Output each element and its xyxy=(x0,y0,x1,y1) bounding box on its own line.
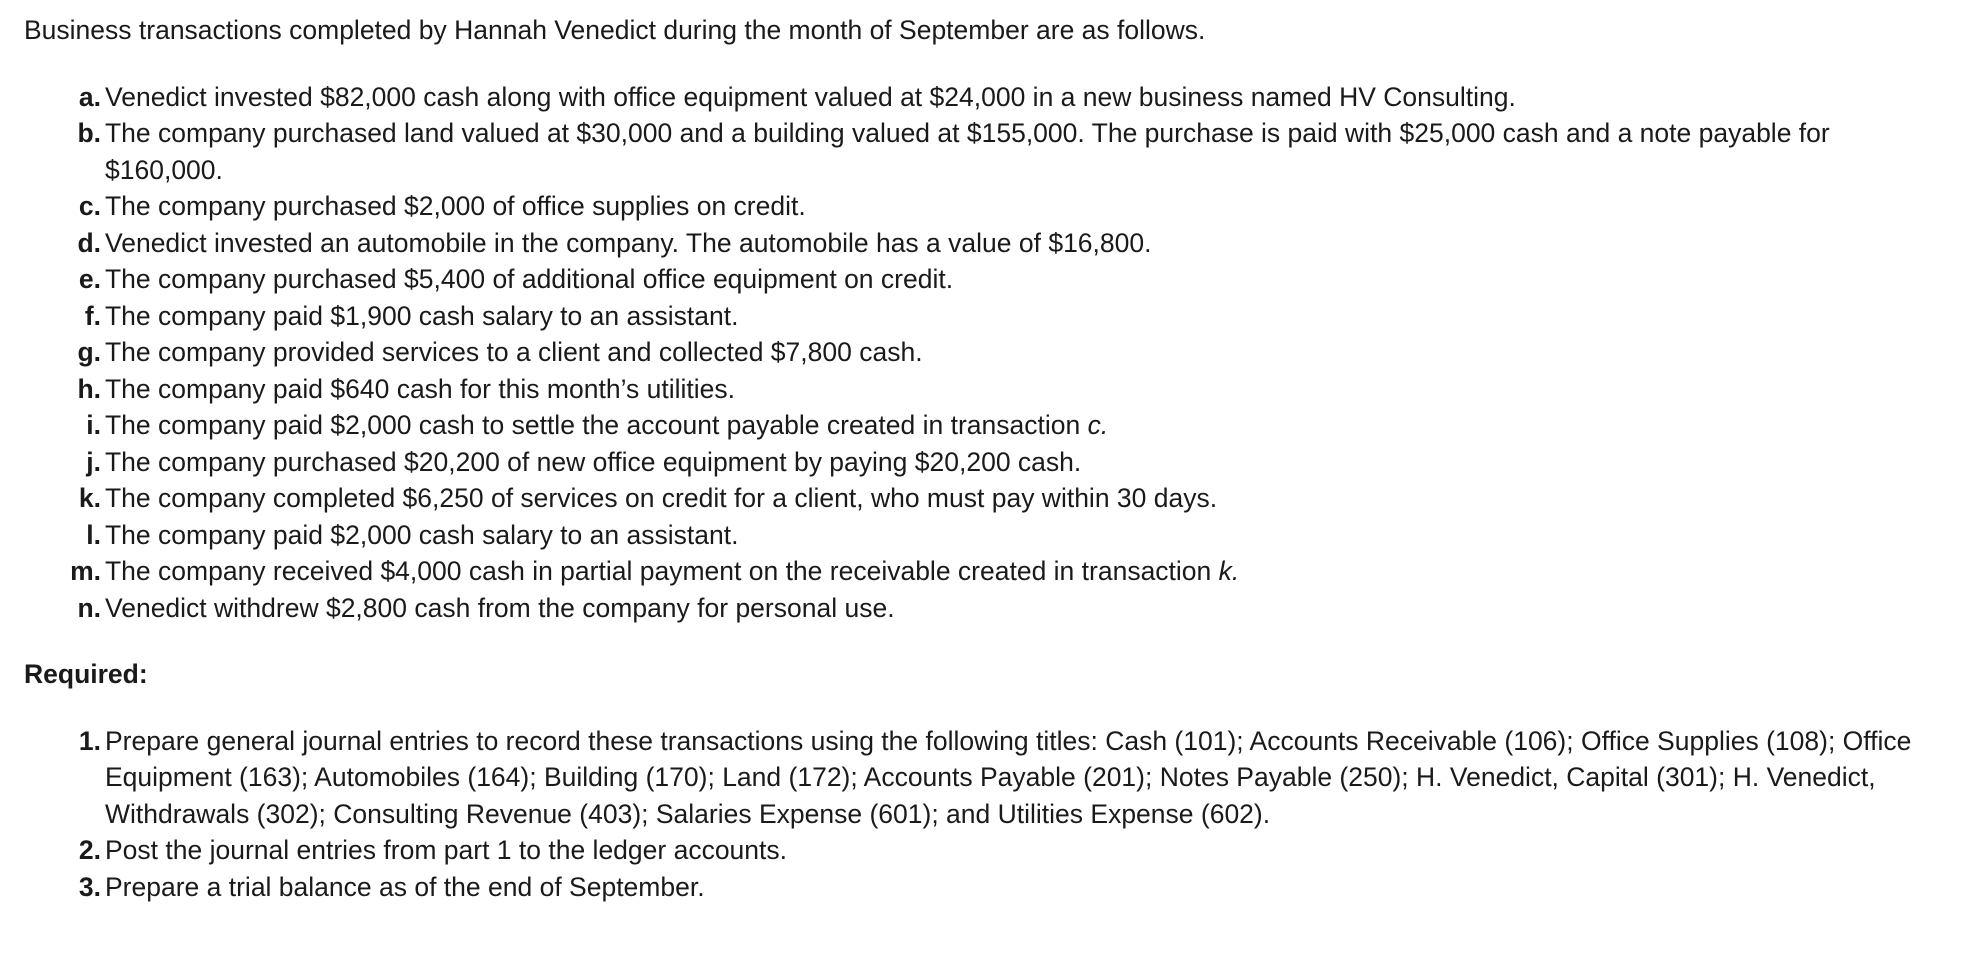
transaction-item xyxy=(84,298,1942,335)
transaction-item xyxy=(86,517,1942,554)
transaction-letter: h. xyxy=(77,373,101,404)
transaction-letter: k. xyxy=(78,483,101,513)
transaction-text: Venedict withdrew $2,800 cash from the company for personal use. xyxy=(105,592,895,623)
transaction-text: The company paid $640 cash for this month’s utilities. xyxy=(105,373,735,404)
requirement-item xyxy=(78,723,1942,833)
transaction-text: The company received $4,000 cash in partial payment on the receivable created in transaction xyxy=(105,556,1219,586)
intro-text: Business transactions completed by Hannah Venedict during the month of September are as follows. xyxy=(24,15,1206,45)
transaction-text: The company paid $2,000 cash salary to an assistant. xyxy=(105,519,739,550)
transaction-item xyxy=(70,553,1942,590)
transaction-letter: m. xyxy=(70,556,101,586)
transaction-item xyxy=(77,590,1942,627)
transaction-item xyxy=(86,407,1942,444)
transaction-letter: f. xyxy=(84,300,101,331)
transaction-item xyxy=(78,79,1942,116)
requirement-text: Prepare a trial balance as of the end of September. xyxy=(105,871,705,902)
transaction-letter: g. xyxy=(77,337,101,367)
transaction-text: Venedict invested an automobile in the company. The automobile has a value of $16,800. xyxy=(105,227,1152,258)
transaction-item xyxy=(78,188,1942,225)
transaction-letter: d. xyxy=(77,227,101,258)
transaction-letter: l. xyxy=(86,519,101,550)
transaction-text: The company paid $1,900 cash salary to an assistant. xyxy=(105,300,739,331)
requirement-text: Prepare general journal entries to record these transactions using the following titles: Cash (101); Accounts Receivable (106); Office Supplies (108); Office Equipment (163); Automobiles (164); Building (170); Land (172); Accounts Payable (201); Notes Payable (250); H. Venedict, Capital (301); H. Venedict, Withdrawals (302); Consulting Revenue (403); Salaries Expense (601); and Utilities Expense (602). xyxy=(105,725,1912,829)
requirement-item xyxy=(78,869,1942,906)
transaction-item xyxy=(77,115,1942,188)
transaction-letter: j. xyxy=(86,446,101,477)
transaction-text: The company paid $2,000 cash to settle the account payable created in transaction xyxy=(105,410,1088,440)
requirement-list xyxy=(24,723,1942,906)
transaction-text: The company purchased land valued at $30,000 and a building valued at $155,000. The purchase is paid with $25,000 cash and a note payable for $160,000. xyxy=(105,118,1830,185)
transaction-letter: a. xyxy=(78,81,101,112)
requirement-text: Post the journal entries from part 1 to the ledger accounts. xyxy=(105,835,788,865)
requirement-number: 3. xyxy=(78,871,101,902)
transaction-letter: c. xyxy=(78,191,101,221)
transaction-letter: n. xyxy=(77,592,101,623)
transaction-letter: b. xyxy=(77,118,101,148)
requirement-item xyxy=(78,832,1942,869)
transaction-item xyxy=(78,261,1942,298)
required-heading: Required: xyxy=(24,659,148,689)
requirement-number: 2. xyxy=(78,835,101,865)
transaction-list xyxy=(24,79,1942,627)
transaction-item xyxy=(86,444,1942,481)
transaction-item xyxy=(77,371,1942,408)
transaction-reference: k. xyxy=(1218,556,1240,586)
transaction-item xyxy=(78,480,1942,517)
requirement-number: 1. xyxy=(78,725,101,756)
transaction-text: The company completed $6,250 of services on credit for a client, who must pay within 30 days. xyxy=(105,483,1218,513)
transaction-letter: e. xyxy=(78,264,101,294)
transaction-reference: c. xyxy=(1087,410,1109,440)
transaction-text: The company purchased $5,400 of additional office equipment on credit. xyxy=(105,264,954,294)
transaction-item xyxy=(77,334,1942,371)
transaction-item xyxy=(77,225,1942,262)
transaction-text: The company provided services to a client and collected $7,800 cash. xyxy=(105,337,923,367)
transaction-text: The company purchased $20,200 of new office equipment by paying $20,200 cash. xyxy=(105,446,1082,477)
transaction-text: The company purchased $2,000 of office supplies on credit. xyxy=(105,191,806,221)
transaction-text: Venedict invested $82,000 cash along with office equipment valued at $24,000 in a new business named HV Consulting. xyxy=(105,81,1516,112)
transaction-letter: i. xyxy=(86,410,101,440)
